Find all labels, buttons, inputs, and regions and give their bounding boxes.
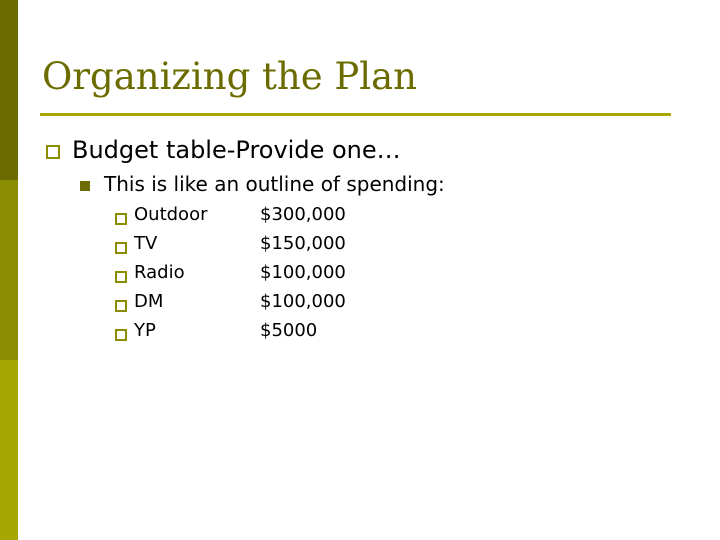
budget-item-amount: $100,000	[260, 291, 346, 312]
budget-item-amount: $5000	[260, 320, 318, 341]
slide-title: Organizing the Plan	[42, 55, 418, 98]
hollow-square-bullet-icon	[115, 242, 127, 254]
budget-item	[115, 204, 375, 233]
accent-bar-bottom	[0, 360, 18, 540]
solid-square-bullet-icon	[80, 181, 90, 191]
budget-item-label: DM	[134, 291, 164, 312]
hollow-square-bullet-icon	[115, 300, 127, 312]
bullet-level2-text: This is like an outline of spending:	[104, 172, 445, 196]
budget-list	[115, 204, 375, 349]
left-accent-bar	[0, 0, 18, 540]
budget-item-amount: $300,000	[260, 204, 346, 225]
budget-item	[115, 233, 375, 262]
accent-bar-top	[0, 0, 18, 180]
budget-item-label: YP	[134, 320, 156, 341]
budget-item-label: TV	[134, 233, 158, 254]
budget-item	[115, 262, 375, 291]
bullet-level1-text: Budget table-Provide one…	[72, 136, 401, 164]
hollow-square-bullet-icon	[115, 271, 127, 283]
budget-item-amount: $150,000	[260, 233, 346, 254]
budget-item-label: Outdoor	[134, 204, 208, 225]
title-underline	[40, 113, 671, 116]
budget-item	[115, 291, 375, 320]
budget-item-amount: $100,000	[260, 262, 346, 283]
accent-bar-middle	[0, 180, 18, 360]
hollow-square-bullet-icon	[115, 213, 127, 225]
hollow-square-bullet-icon	[46, 145, 60, 159]
budget-item-label: Radio	[134, 262, 185, 283]
hollow-square-bullet-icon	[115, 329, 127, 341]
budget-item	[115, 320, 375, 349]
